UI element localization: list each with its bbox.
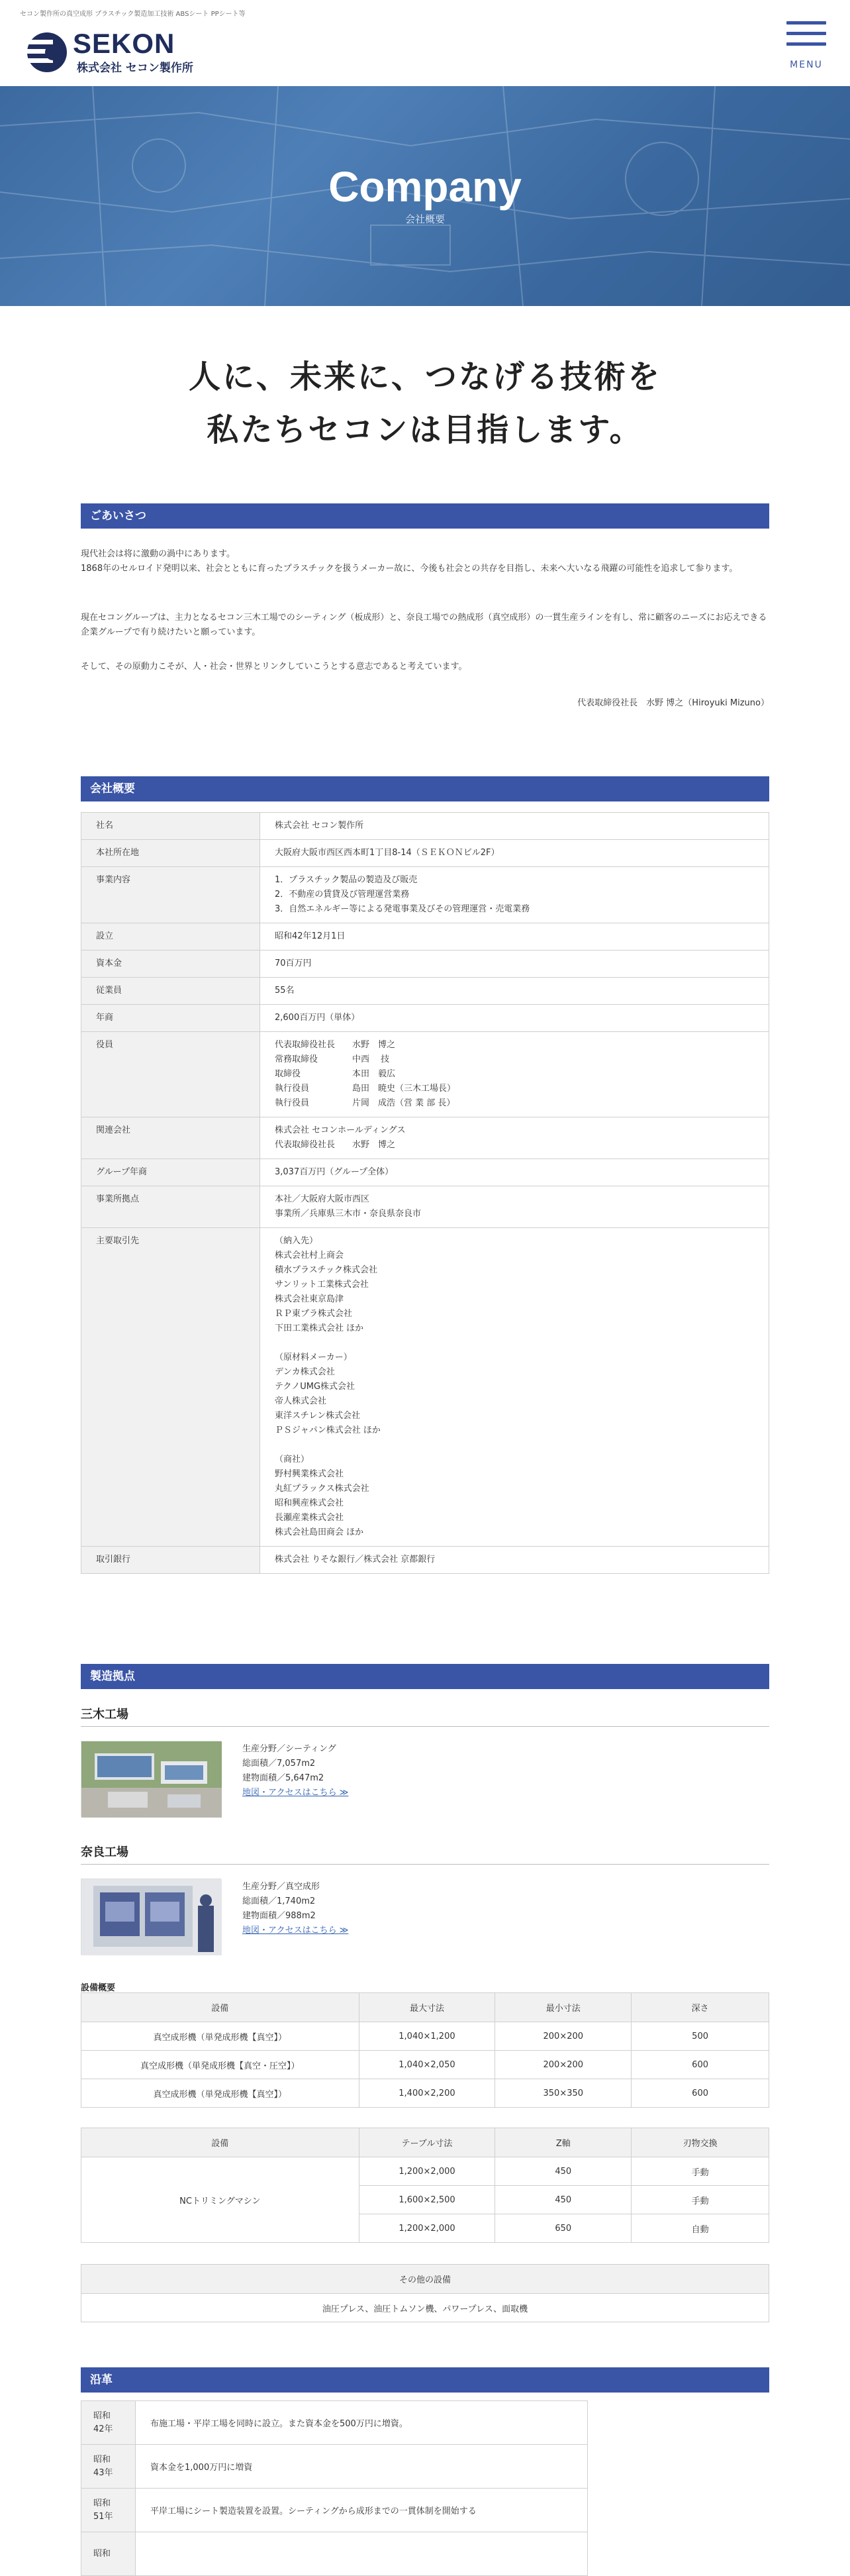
page-title: Company	[328, 163, 522, 211]
page-subtitle: 会社概要	[404, 213, 445, 225]
company-logo[interactable]	[25, 28, 197, 76]
history-era: 昭和	[93, 2454, 111, 2465]
row-value: 株式会社 りそな銀行／株式会社 京都銀行	[260, 1547, 769, 1574]
hamburger-icon-bar	[786, 32, 826, 35]
table-cell: 200×200	[495, 2022, 632, 2051]
row-value: 2,600百万円（単体）	[260, 1005, 769, 1032]
factory-info-nara	[242, 1880, 348, 1938]
logo-mark-icon	[25, 30, 69, 74]
row-value: 本社／大阪府大阪市西区 事業所／兵庫県三木市・奈良県奈良市	[260, 1186, 769, 1228]
table-row	[81, 1547, 769, 1574]
table-cell: 油圧プレス、油圧トムソン機、パワープレス、面取機	[81, 2294, 769, 2322]
lead-line-1: 人に、未来に、つなげる技術を	[188, 358, 661, 395]
row-value: 株式会社 セコン製作所	[260, 813, 769, 840]
table-row	[81, 2532, 588, 2576]
history-table	[81, 2400, 588, 2576]
row-label: 社名	[81, 813, 260, 840]
section-title-bases: 製造拠点	[81, 1664, 769, 1689]
table-row	[81, 1005, 769, 1032]
row-value: （納入先） 株式会社村上商会 積水プラスチック株式会社 サンリット工業株式会社 株式会社東京島津 ＲＰ東プラ株式会社 下田工業株式会社 ほか （原材料メーカー） デンカ株式会社 テクノUMG株式会社 帝人株式会社 東洋スチレン株式会社 ＰＳジャパン株式会社 ほか （商社） 野村興業株式会社 丸紅プラックス株式会社 昭和興産株式会社 長瀬産業株式会社 株式会社島田商会 ほか	[260, 1228, 769, 1547]
row-value: 1．プラスチック製品の製造及び販売 2．不動産の賃貸及び管理運営業務 3．自然エネルギー等による発電事業及びその管理運営・売電業務	[260, 867, 769, 923]
section-title-overview: 会社概要	[81, 776, 769, 801]
row-label: 本社所在地	[81, 840, 260, 867]
row-label: 役員	[81, 1032, 260, 1117]
column-header: Z軸	[495, 2128, 632, 2157]
row-label: 設立	[81, 923, 260, 951]
menu-label: MENU	[790, 60, 823, 70]
table-row	[81, 1228, 769, 1547]
history-description: 平岸工場にシート製造装置を設置。シーティングから成形までの一貫体制を開始する	[136, 2489, 588, 2532]
header-tagline: セコン製作所の真空成形 プラスチック製造加工技術 ABSシート PPシート等	[20, 11, 246, 18]
table-cell: 600	[632, 2051, 769, 2079]
greeting-paragraph-2: 現在セコングループは、主力となるセコン三木工場でのシーティング（板成形）と、奈良工場での熱成形（真空成形）の一貫生産ラインを有し、常に顧客のニーズにお応えできる企業グループで有り続けたいと願っています。	[81, 613, 767, 637]
section-title-history: 沿革	[81, 2367, 769, 2393]
history-era: 昭和	[93, 2498, 111, 2508]
row-value: 55名	[260, 978, 769, 1005]
history-era: 昭和	[93, 2410, 111, 2421]
history-description: 資本金を1,000万円に増資	[136, 2445, 588, 2489]
row-label: 事業内容	[81, 867, 260, 923]
table-row	[81, 2445, 588, 2489]
table-cell: 1,400×2,200	[359, 2079, 495, 2108]
row-label: 主要取引先	[81, 1228, 260, 1547]
table-row	[81, 1032, 769, 1117]
table-cell: 真空成形機（単発成形機【真空】）	[81, 2079, 359, 2108]
table-cell: 450	[495, 2157, 632, 2186]
table-row	[81, 2489, 588, 2532]
logo-text-ja: 株式会社 セコン製作所	[77, 62, 193, 75]
history-description	[136, 2532, 588, 2576]
factory-name-nara: 奈良工場	[81, 1843, 769, 1865]
factory-field: 生産分野／シーティング	[242, 1744, 336, 1754]
table-row	[81, 2294, 769, 2322]
table-row	[81, 2051, 769, 2079]
column-header: 最小寸法	[495, 1993, 632, 2022]
table-cell: 1,040×1,200	[359, 2022, 495, 2051]
row-value: 代表取締役社長 水野 博之 常務取締役 中西 技 取締役 本田 毅広 執行役員 島田 暁史（三木工場長） 執行役員 片岡 成浩（営 業 部 長）	[260, 1032, 769, 1117]
table-cell: 手動	[632, 2186, 769, 2214]
row-value: 昭和42年12月1日	[260, 923, 769, 951]
factory-name-miki: 三木工場	[81, 1705, 769, 1727]
table-row	[81, 867, 769, 923]
table-cell: 650	[495, 2214, 632, 2243]
table-cell: 1,040×2,050	[359, 2051, 495, 2079]
table-row	[81, 2022, 769, 2051]
factory-building-area: 建物面積／988m2	[242, 1911, 316, 1921]
row-value: 3,037百万円（グループ全体）	[260, 1159, 769, 1186]
table-cell: 自動	[632, 2214, 769, 2243]
table-cell: 1,200×2,000	[359, 2157, 495, 2186]
factory-aerial-image	[81, 1741, 222, 1818]
table-row	[81, 951, 769, 978]
equipment-table-forming	[81, 1992, 769, 2108]
column-header: 深さ	[632, 1993, 769, 2022]
factory-building-area: 建物面積／5,647m2	[242, 1773, 324, 1783]
factory-field: 生産分野／真空成形	[242, 1882, 320, 1892]
equipment-label: 設備概要	[81, 1983, 116, 1993]
table-cell: 200×200	[495, 2051, 632, 2079]
history-year-number: 51年	[93, 2511, 113, 2522]
table-cell: 450	[495, 2186, 632, 2214]
table-cell-machine: NCトリミングマシン	[81, 2157, 359, 2243]
factory-info-miki	[242, 1742, 348, 1800]
table-cell: 350×350	[495, 2079, 632, 2108]
site-header	[0, 0, 850, 86]
table-cell: 手動	[632, 2157, 769, 2186]
factory-map-link-nara[interactable]: 地図・アクセスはこちら ≫	[242, 1926, 349, 1935]
table-row	[81, 1117, 769, 1159]
hamburger-icon-bar	[786, 42, 826, 46]
history-year	[81, 2401, 136, 2445]
table-row	[81, 2401, 588, 2445]
company-overview-table	[81, 812, 769, 1574]
lead-line-2: 私たちセコンは目指します。	[207, 411, 643, 448]
table-row	[81, 978, 769, 1005]
table-cell: 500	[632, 2022, 769, 2051]
history-year	[81, 2445, 136, 2489]
row-value: 大阪府大阪市西区西本町1丁目8-14（ＳＥＫＯＮビル2F）	[260, 840, 769, 867]
history-year	[81, 2489, 136, 2532]
hero-banner	[0, 86, 850, 306]
greeting-text: 現代社会は将に激動の渦中にあります。	[81, 549, 235, 559]
history-era: 昭和	[93, 2548, 111, 2559]
factory-photo-nara	[81, 1879, 221, 1955]
equipment-table-other	[81, 2264, 769, 2322]
column-header: その他の設備	[81, 2265, 769, 2294]
table-row	[81, 813, 769, 840]
history-year-number: 42年	[93, 2424, 113, 2434]
table-row	[81, 840, 769, 867]
table-row	[81, 2079, 769, 2108]
row-label: 事業所拠点	[81, 1186, 260, 1228]
history-year	[81, 2532, 136, 2576]
row-value: 70百万円	[260, 951, 769, 978]
table-row	[81, 923, 769, 951]
row-label: 資本金	[81, 951, 260, 978]
column-header: テーブル寸法	[359, 2128, 495, 2157]
logo-text-en: SEKON	[73, 28, 175, 59]
table-cell: 真空成形機（単発成形機【真空・圧空】）	[81, 2051, 359, 2079]
factory-site-area: 総面積／7,057m2	[242, 1759, 316, 1769]
column-header: 最大寸法	[359, 1993, 495, 2022]
greeting-text: 1868年のセルロイド発明以来、社会とともに育ったプラスチックを扱うメーカー故に、今後も社会との共存を目指し、未来へ大いなる飛躍の可能性を追求して参ります。	[81, 564, 738, 574]
factory-interior-image	[81, 1879, 222, 1955]
section-title-greeting: ごあいさつ	[81, 503, 769, 529]
table-cell: 真空成形機（単発成形機【真空】）	[81, 2022, 359, 2051]
column-header: 刃物交換	[632, 2128, 769, 2157]
factory-map-link-miki[interactable]: 地図・アクセスはこちら ≫	[242, 1788, 349, 1798]
table-row	[81, 1186, 769, 1228]
row-label: 取引銀行	[81, 1547, 260, 1574]
table-cell: 600	[632, 2079, 769, 2108]
row-label: 従業員	[81, 978, 260, 1005]
row-label: 関連会社	[81, 1117, 260, 1159]
history-description: 布施工場・平岸工場を同時に設立。また資本金を500万円に増資。	[136, 2401, 588, 2445]
factory-photo-miki	[81, 1741, 221, 1817]
equipment-table-trimming	[81, 2128, 769, 2243]
row-value: 株式会社 セコンホールディングス 代表取締役社長 水野 博之	[260, 1117, 769, 1159]
table-cell: 1,600×2,500	[359, 2186, 495, 2214]
table-row	[81, 2157, 769, 2186]
factory-site-area: 総面積／1,740m2	[242, 1896, 316, 1906]
history-year-number: 43年	[93, 2467, 113, 2478]
table-row	[81, 1159, 769, 1186]
greeting-signature: 代表取締役社長 水野 博之（Hiroyuki Mizuno）	[577, 698, 769, 708]
column-header: 設備	[81, 1993, 359, 2022]
greeting-paragraph-1	[81, 547, 769, 576]
menu-button[interactable]	[786, 21, 826, 74]
column-header: 設備	[81, 2128, 359, 2157]
hamburger-icon	[786, 21, 826, 25]
row-label: グループ年商	[81, 1159, 260, 1186]
greeting-paragraph-3: そして、その原動力こそが、人・社会・世界とリンクしていこうとする意志であると考えています。	[81, 662, 467, 672]
row-label: 年商	[81, 1005, 260, 1032]
table-cell: 1,200×2,000	[359, 2214, 495, 2243]
